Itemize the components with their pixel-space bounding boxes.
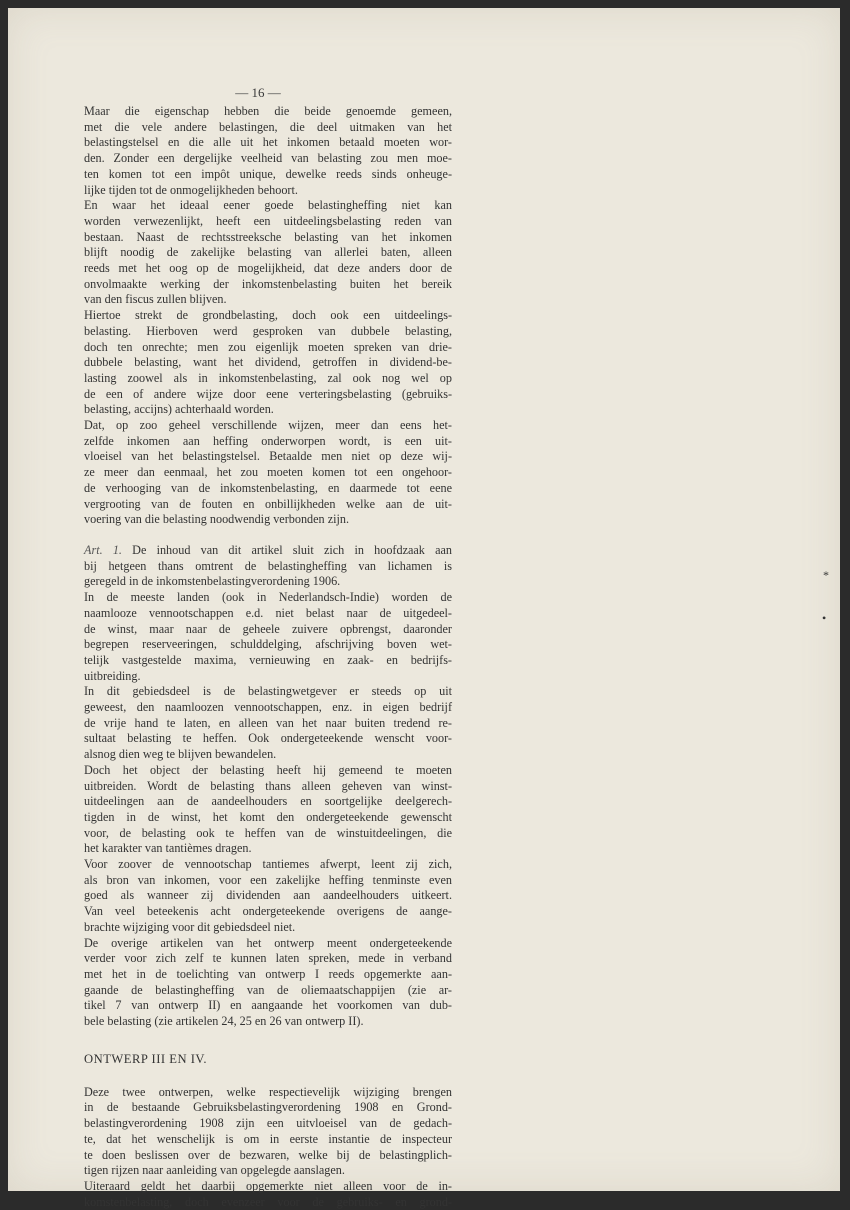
text-line: Deze twee ontwerpen, welke respectievelijk wijziging brengen: [84, 1084, 452, 1099]
paragraph: [84, 936, 452, 1030]
text-line: Dat, op zoo geheel verschillende wijzen, meer dan eens het-: [84, 418, 452, 433]
text-line: gaande de belastingheffing van de oliemaatschappijen (zie ar-: [84, 982, 452, 997]
margin-mark: •: [822, 611, 827, 625]
text-line: begrepen reserveeringen, schulddelging, afschrijving boven wet-: [84, 637, 452, 652]
article-label: Art. 1.: [84, 542, 122, 557]
text-line: voor, de belasting ook te heffen van de winstuitdeelingen, die: [84, 825, 452, 840]
text-line: te, dat het wenschelijk is om in eerste instantie de inspecteur: [84, 1131, 452, 1146]
paragraph: [84, 1179, 452, 1210]
document-page: [8, 8, 840, 1209]
text-line: [84, 543, 452, 559]
text-line: met die vele andere belastingen, die deel uitmaken van het: [84, 119, 452, 134]
text-line: tigden in de winst, het komt den ondergeteekende gewenscht: [84, 809, 452, 824]
text-line: bestaan. Naast de rechtsstreeksche belasting van het inkomen: [84, 229, 452, 244]
text-line: in de bestaande Gebruiksbelastingverordening 1908 en Grond-: [84, 1100, 452, 1115]
text-line: belasting, accijns) achterhaald worden.: [84, 402, 274, 417]
text-line: In de meeste landen (ook in Nederlandsch-Indie) worden de: [84, 590, 452, 605]
text-line: den. Zonder een dergelijke veelheid van belasting zou men moe-: [84, 151, 452, 166]
text-line: de vrije hand te laten, en alleen van het naar buiten tredend re-: [84, 715, 452, 730]
paragraph: [84, 590, 452, 684]
text-line: zelfde inkomen aan heffing onderworpen wordt, is een uit-: [84, 433, 452, 448]
text-line: voering van die belasting noodwendig verbonden zijn.: [84, 512, 350, 527]
text-line: Voor zoover de vennootschap tantiemes afwerpt, leent zij zich,: [84, 857, 452, 872]
text-line: naamlooze vennootschappen e.d. niet belast naar de uitgedeel-: [84, 605, 452, 620]
text-line: belasting. Hierboven werd gesproken van dubbele belasting,: [84, 323, 452, 338]
text-line: met het in de toelichting van ontwerp I reeds opgemerkte aan-: [84, 966, 452, 981]
text-line: lasting zoowel als in inkomstenbelasting, zal ook nog wel op: [84, 370, 452, 385]
text-line: het karakter van tantièmes dragen.: [84, 841, 252, 856]
paragraph: [84, 418, 452, 528]
paragraph: [84, 763, 452, 857]
text-line: de verhooging van de inkomstenbelasting, en daarmede tot eene: [84, 480, 452, 495]
text-line: dubbele belasting, want het dividend, getroffen in dividend-be-: [84, 355, 452, 370]
text-line: telijk vastgestelde maxima, vernieuwing en zaak- en bedrijfs-: [84, 652, 452, 667]
margin-mark: *: [823, 568, 829, 582]
paragraph: [84, 543, 452, 590]
text-section-1: [84, 104, 452, 1030]
text-line: Hiertoe strekt de grondbelasting, doch ook een uitdeelings-: [84, 308, 452, 323]
text-line: tikel 7 van ontwerp II) en aangaande het voorkomen van dub-: [84, 998, 452, 1013]
text-line: vloeisel van het belastingstelsel. Betaalde men niet op deze wij-: [84, 449, 452, 464]
text-line: vergrooting van de fouten en onbillijkheden welke aan de uit-: [84, 496, 452, 511]
text-line: belastingstelsel en die alle uit het inkomen betaald moeten wor-: [84, 135, 452, 150]
text-line: uitdeelingen aan de aandeelhouders en soortgelijke deelgerech-: [84, 794, 452, 809]
text-line-rest: De inhoud van dit artikel sluit zich in hoofdzaak aan: [121, 542, 452, 557]
body-text: [84, 104, 452, 1210]
text-line: tigen rijzen naar aanleiding van opgelegde aanslagen.: [84, 1163, 345, 1178]
text-line: de winst, maar naar de geheele zuivere opbrengst, daaronder: [84, 621, 452, 636]
text-line: ze meer dan eenmaal, het zou moeten komen tot een ongehoor-: [84, 465, 452, 480]
text-line: brachte wijziging voor dit gebiedsdeel niet.: [84, 919, 296, 934]
text-line: de een of andere wijze door eene verteringsbelasting (gebruiks-: [84, 386, 452, 401]
text-line: komstenbelasting, doch evenzeer voor de gebruiks- en grond-: [84, 1194, 452, 1209]
text-line: verder voor zich zelf te kunnen laten spreken, mede in verband: [84, 951, 452, 966]
text-section-2: [84, 1085, 452, 1210]
text-line: geweest, den naamloozen vennootschappen, enz. in eigen bedrijf: [84, 700, 452, 715]
section-heading: ONTWERP III EN IV.: [84, 1051, 208, 1066]
text-line: te doen beslissen over de bezwaren, welke bij de belastingplich-: [84, 1147, 452, 1162]
paragraph: [84, 857, 452, 936]
text-line: blijft noodig de zakelijke belasting van allerlei baten, alleen: [84, 245, 452, 260]
text-line: uitbreiding.: [84, 668, 141, 683]
text-line: worden verwezenlijkt, heeft een uitdeelingsbelasting reden van: [84, 213, 452, 228]
text-line: bij hetgeen thans omtrent de belastingheffing van lichamen is: [84, 558, 452, 573]
text-line: lijke tijden tot de onmogelijkheden behoort.: [84, 182, 298, 197]
text-line: En waar het ideaal eener goede belastingheffing niet kan: [84, 198, 452, 213]
paragraph: [84, 104, 452, 198]
text-line: sultaat belasting te heffen. Ook ondergeteekende wenscht voor-: [84, 731, 452, 746]
text-line: geregeld in de inkomstenbelastingverordening 1906.: [84, 574, 341, 589]
text-line: doch ten onrechte; men zou eigenlijk moeten spreken van drie-: [84, 339, 452, 354]
text-line: alsnog dien weg te blijven bewandelen.: [84, 747, 277, 762]
text-line: Van veel beteekenis acht ondergeteekende overigens de aange-: [84, 904, 452, 919]
text-line: Uiteraard geldt het daarbij opgemerkte niet alleen voor de in-: [84, 1179, 452, 1193]
text-line: ten komen tot een impôt unique, dewelke reeds sinds onheuge-: [84, 166, 452, 181]
text-line: als bron van inkomen, voor een zakelijke heffing tenminste even: [84, 872, 452, 887]
text-line: reeds met het oog op de mogelijkheid, dat deze anders door de: [84, 261, 452, 276]
page-number: — 16 —: [235, 85, 281, 100]
paragraph: [84, 198, 452, 308]
text-line: goed als wanneer zij dividenden aan aandeelhouders uitkeert.: [84, 888, 452, 903]
text-line: In dit gebiedsdeel is de belastingwetgever er steeds op uit: [84, 684, 452, 699]
text-line: onvolmaakte werking der inkomstenbelasting buiten het bereik: [84, 276, 452, 291]
text-line: De overige artikelen van het ontwerp meent ondergeteekende: [84, 935, 452, 950]
paragraph: [84, 684, 452, 763]
text-line: van den fiscus zullen blijven.: [84, 292, 227, 307]
text-line: Doch het object der belasting heeft hij gemeend te moeten: [84, 762, 452, 777]
text-line: uitbreiden. Wordt de belasting thans alleen geheven van winst-: [84, 778, 452, 793]
paragraph: [84, 308, 452, 418]
text-line: belastingverordening 1908 zijn een uitvloeisel van de gedach-: [84, 1116, 452, 1131]
text-line: Maar die eigenschap hebben die beide genoemde gemeen,: [84, 104, 452, 118]
paragraph: [84, 1085, 452, 1179]
text-line: bele belasting (zie artikelen 24, 25 en 26 van ontwerp II).: [84, 1014, 364, 1029]
